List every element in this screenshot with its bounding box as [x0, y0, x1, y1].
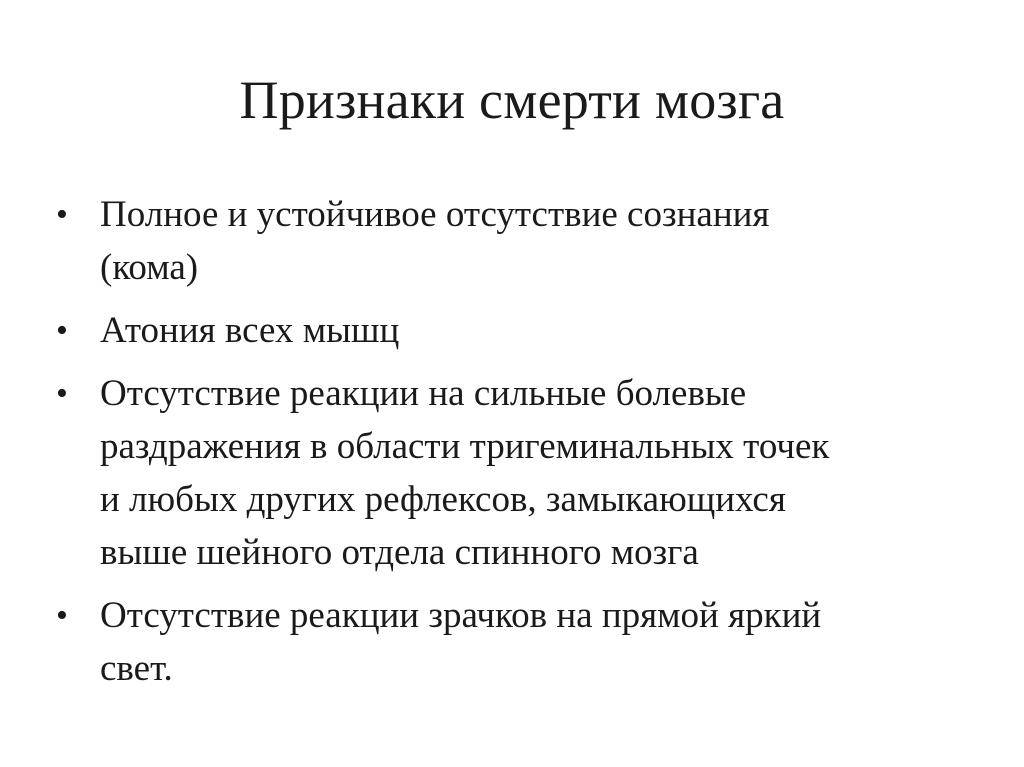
slide-title: Признаки смерти мозга — [239, 70, 785, 130]
bullet-icon: • — [56, 375, 68, 412]
bullet-item-consciousness — [56, 188, 976, 294]
bullet-icon: • — [56, 196, 68, 233]
bullet-icon: • — [56, 597, 68, 634]
bullet-text: Отсутствие реакции на сильные болевые раздражения в области тригеминальных точек и любых других рефлексов, замыкающихся выше шейного отдела спинного мозга — [100, 373, 830, 573]
bullet-text: Полное и устойчивое отсутствие сознания (кома) — [100, 194, 770, 288]
bullet-item-atonia — [56, 304, 976, 357]
bullet-item-pupil-reaction — [56, 589, 976, 695]
bullet-text: Атония всех мышц — [100, 310, 400, 351]
bullet-list — [56, 188, 976, 705]
bullet-item-pain-reaction — [56, 367, 976, 579]
bullet-icon: • — [56, 312, 68, 349]
bullet-text: Отсутствие реакции зрачков на прямой яркий свет. — [100, 595, 822, 689]
